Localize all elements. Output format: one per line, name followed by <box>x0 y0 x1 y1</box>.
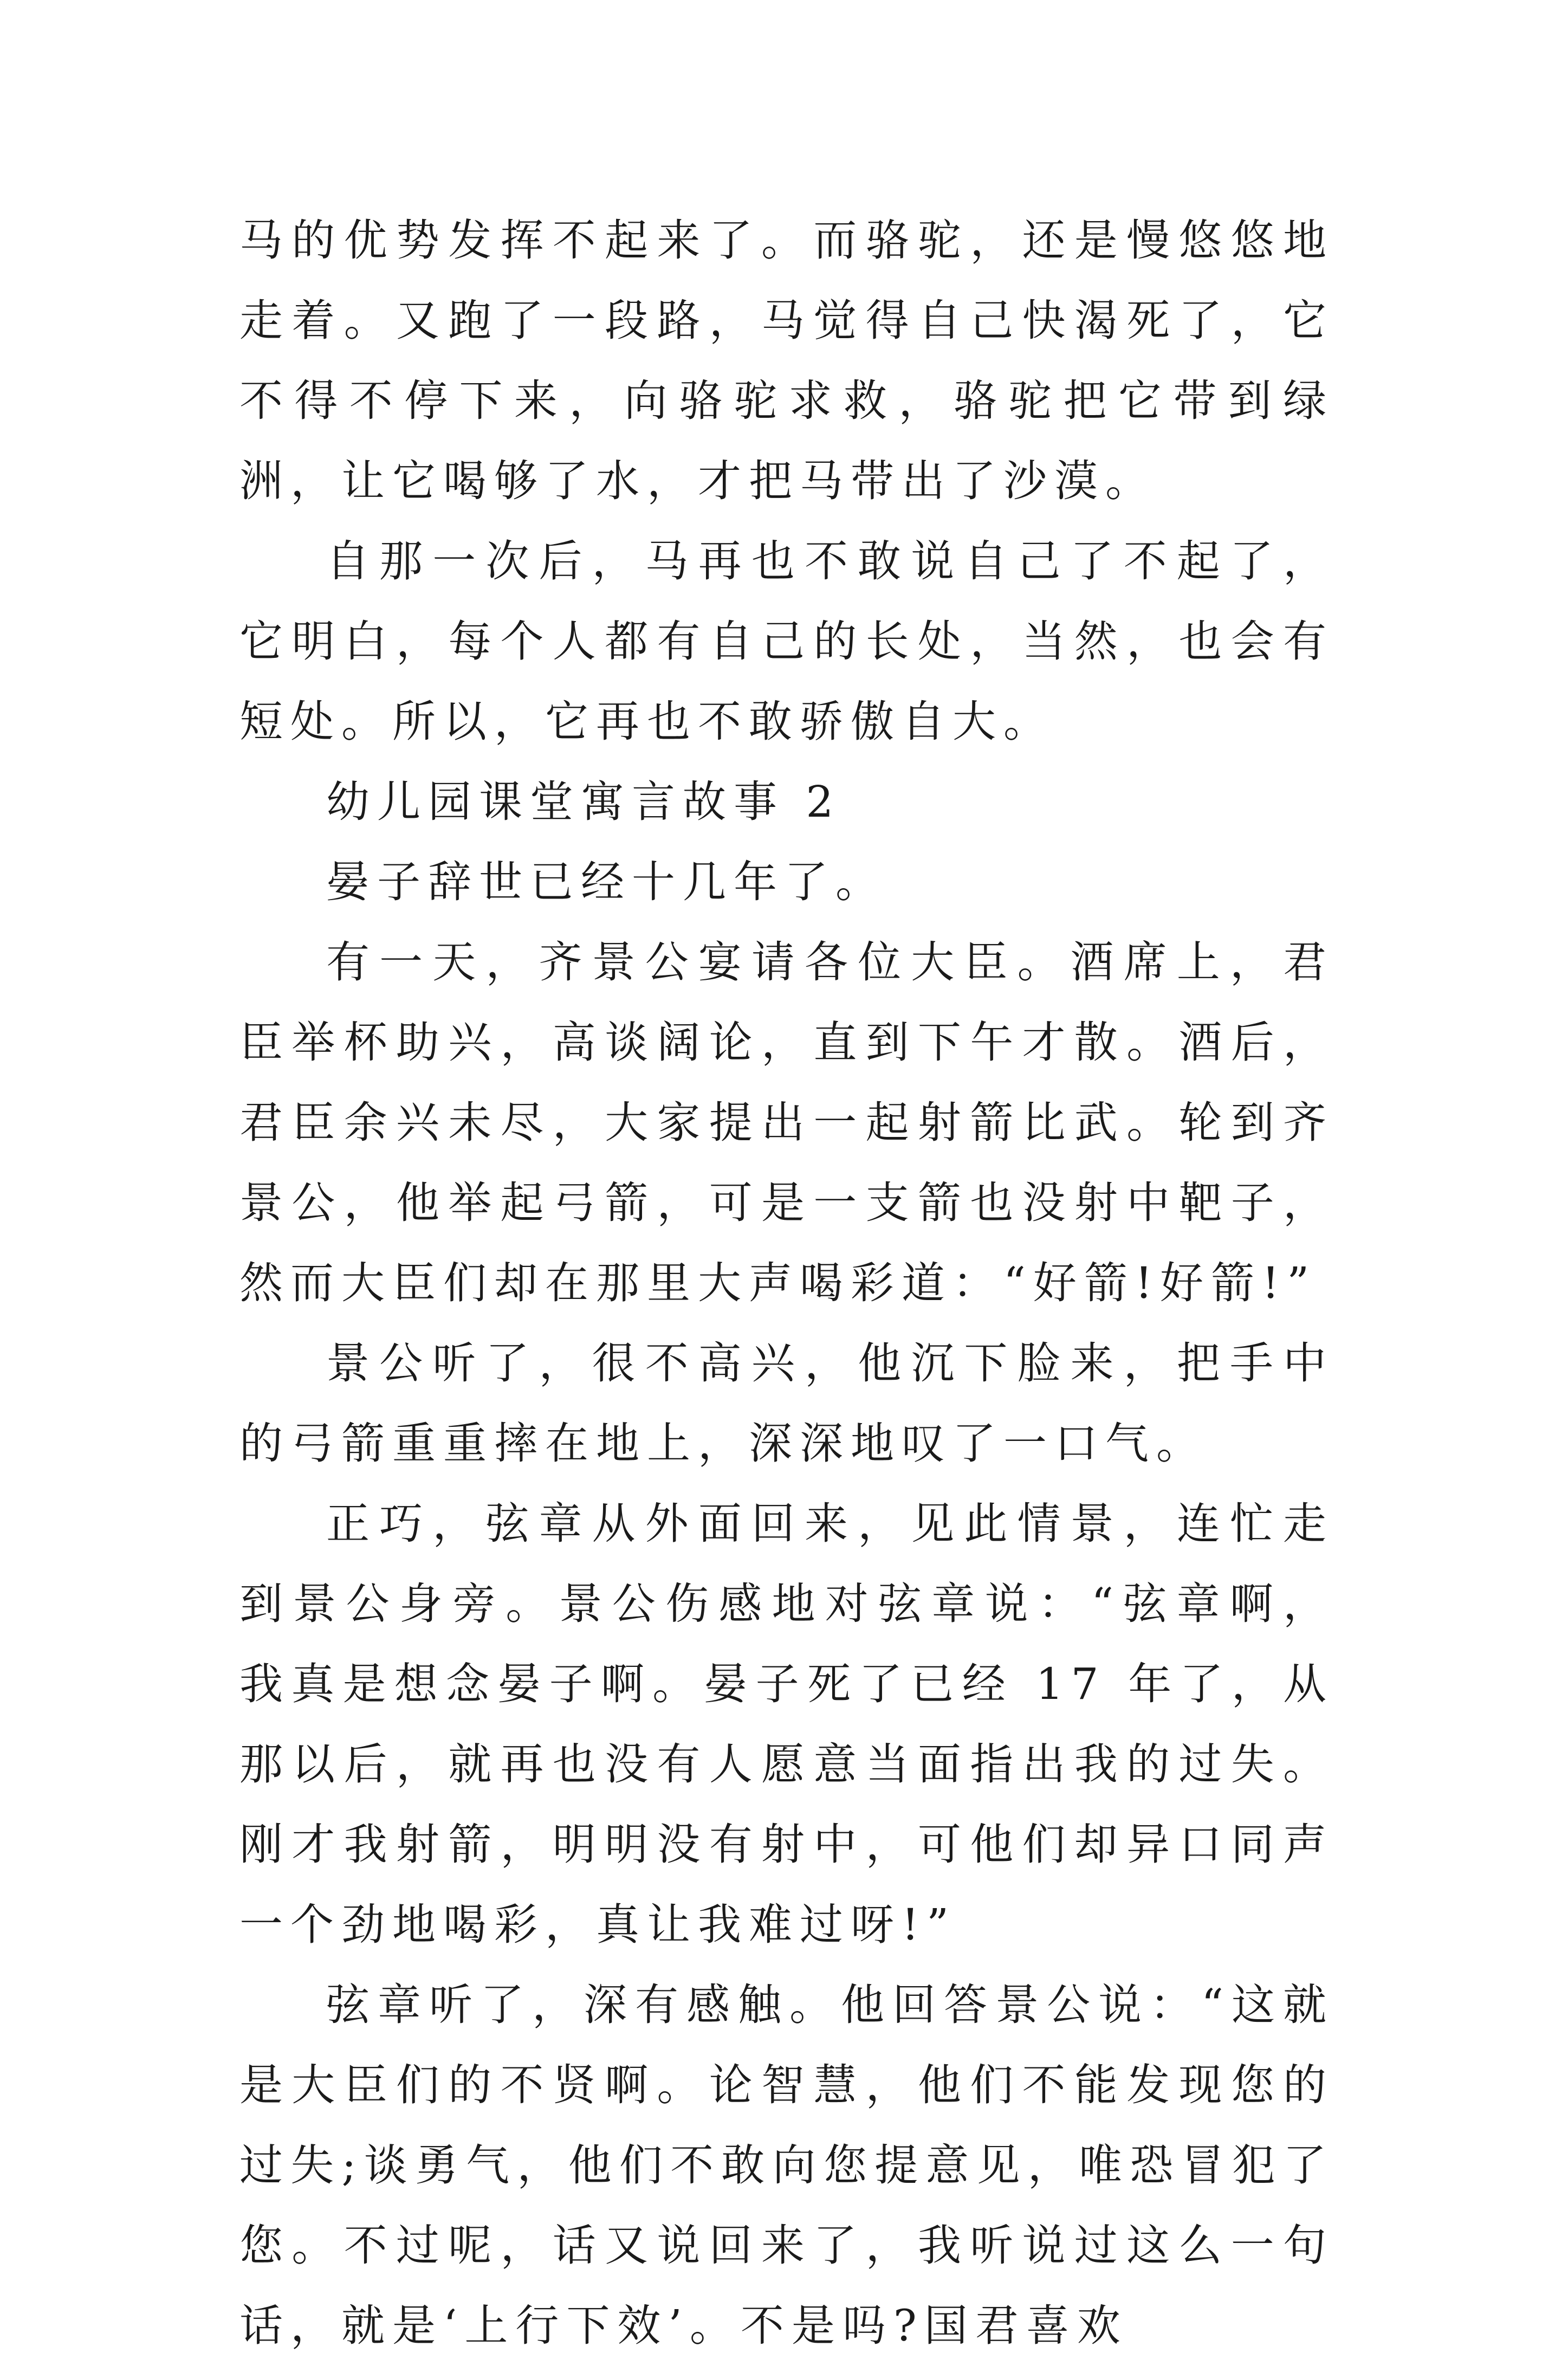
paragraph-3: 晏子辞世已经十几年了。 <box>326 857 886 907</box>
paragraph-5: 景公听了，很不高兴，他沉下脸来，把手中的弓箭重重摔在地上，深深地叹了一口气。 <box>239 1338 1334 1469</box>
paragraph-1: 马的优势发挥不起来了。而骆驼，还是慢悠悠地走着。又跑了一段路，马觉得自己快渴死了，它不得不停下来，向骆驼求救，骆驼把它带到绿洲，让它喝够了水，才把马带出了沙漠。 <box>239 215 1334 506</box>
paragraph-7: 弦章听了，深有感触。他回答景公说：“这就是大臣们的不贤啊。论智慧，他们不能发现您的过失;谈勇气，他们不敢向您提意见，唯恐冒犯了您。不过呢，话又说回来了，我听说过这么一句话，就是‘上行下效’。不是吗?国君喜欢 <box>239 1980 1334 2351</box>
paragraph-6: 正巧，弦章从外面回来，见此情景，连忙走到景公身旁。景公伤感地对弦章说：“弦章啊，我真是想念晏子啊。晏子死了已经 17 年了，从那以后，就再也没有人愿意当面指出我的过失。刚才我射箭，明明没有射中，可他们却异口同声一个劲地喝彩，真让我难过呀!” <box>239 1498 1334 1950</box>
paragraph-2: 自那一次后，马再也不敢说自己了不起了，它明白，每个人都有自己的长处，当然，也会有短处。所以，它再也不敢骄傲自大。 <box>239 536 1334 747</box>
paragraph-4: 有一天，齐景公宴请各位大臣。酒席上，君臣举杯助兴，高谈阔论，直到下午才散。酒后，君臣余兴未尽，大家提出一起射箭比武。轮到齐景公，他举起弓箭，可是一支箭也没射中靶子，然而大臣们却在那里大声喝彩道：“好箭!好箭!” <box>239 937 1334 1308</box>
document-body <box>239 201 1334 2366</box>
section-heading: 幼儿园课堂寓言故事 2 <box>326 777 841 827</box>
